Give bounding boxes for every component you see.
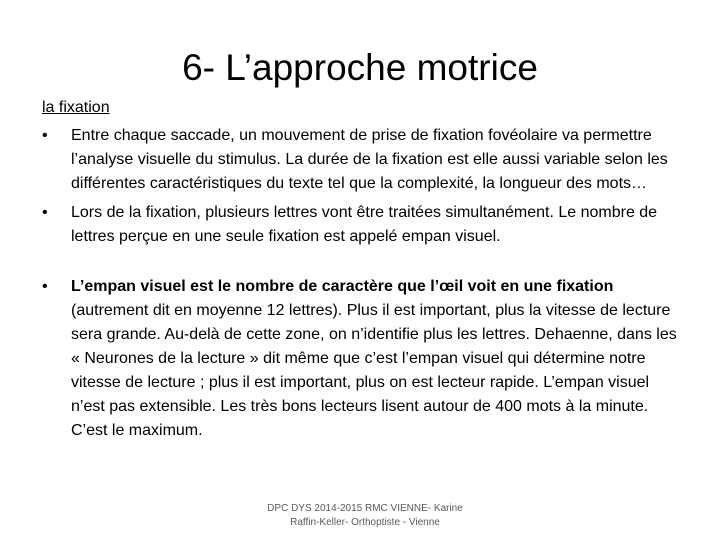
bullet-item-fixation <box>42 201 682 249</box>
bullet-text: Lors de la fixation, plusieurs lettres vont être traitées simultanément. Le nombre de lettres perçue en une seule fixation est appelé empan visuel. <box>71 204 658 245</box>
bullet-mark: • <box>42 127 48 144</box>
bullet-bold-lead: L’empan visuel est le nombre de caractère que l’œil voit en une fixation <box>71 278 614 295</box>
bullet-text: (autrement dit en moyenne 12 lettres). Plus il est important, plus la vitesse de lecture sera grande. Au-delà de cette zone, on n’identifie plus les lettres. Dehaenne, dans les « Neurones de la lecture » dit même que c’est l’empan visuel qui détermine notre vitesse de lecture ; plus il est important, plus on est lecteur rapide. L’empan visuel n’est pas extensible. Les très bons lecteurs lisent autour de 400 mots à la minute. C’est le maximum. <box>71 302 677 439</box>
slide-title: 6- L’approche motrice <box>182 47 538 88</box>
bullet-list <box>42 124 682 448</box>
slide-footer <box>215 502 515 530</box>
bullet-text: Entre chaque saccade, un mouvement de prise de fixation fovéolaire va permettre l’analyse visuelle du stimulus. La durée de la fixation est elle aussi variable selon les différentes caractéristiques du texte tel que la complexité, la longueur des mots… <box>71 127 668 192</box>
bullet-mark: • <box>42 204 48 221</box>
footer-line-2: Raffin-Keller- Orthoptiste - Vienne <box>290 517 440 528</box>
bullet-item-empan <box>42 275 682 443</box>
footer-line-1: DPC DYS 2014-2015 RMC VIENNE- Karine <box>267 503 463 514</box>
section-heading: la fixation <box>42 99 110 116</box>
bullet-item-saccade <box>42 124 682 196</box>
bullet-mark: • <box>42 278 48 295</box>
